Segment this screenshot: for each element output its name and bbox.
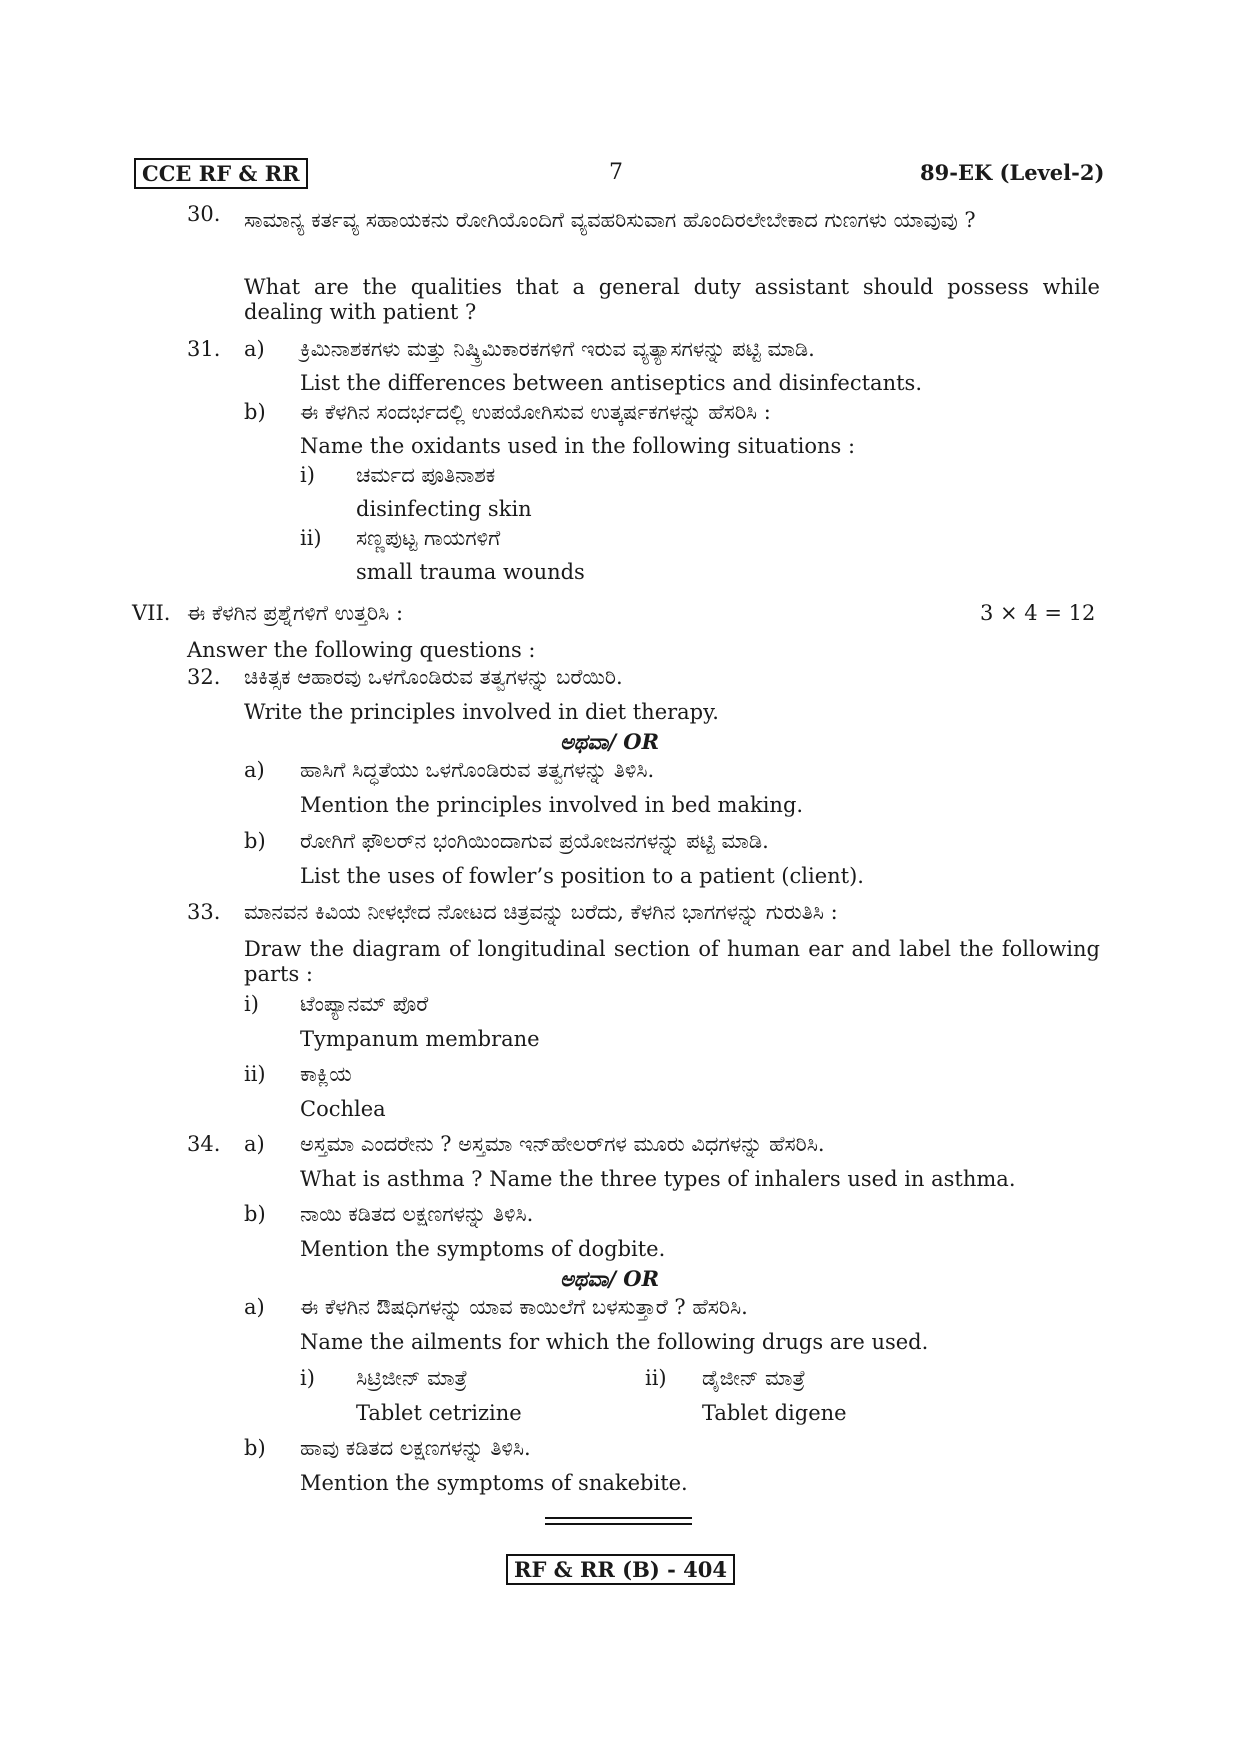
q32-a-kannada: ಹಾಸಿಗೆ ಸಿದ್ಧತೆಯು ಒಳಗೊಂಡಿರುವ ತತ್ವಗಳನ್ನು ತಿಳಿಸಿ.: [300, 758, 655, 782]
q32-kannada: ಚಿಕಿತ್ಸಕ ಆಹಾರವು ಒಳಗೊಂಡಿರುವ ತತ್ವಗಳನ್ನು ಬರೆಯಿರಿ.: [244, 665, 623, 689]
q32-number: 32.: [187, 665, 221, 689]
end-rule-bottom: [545, 1523, 692, 1525]
q34-b-kannada: ನಾಯಿ ಕಡಿತದ ಲಕ್ಷಣಗಳನ್ನು ತಿಳಿಸಿ.: [300, 1202, 534, 1226]
section-marks: 3 × 4 = 12: [980, 601, 1096, 625]
q34-b-label: b): [244, 1202, 266, 1226]
q34-a-label: a): [244, 1132, 265, 1156]
q31-i-label: i): [300, 463, 315, 487]
q34-number: 34.: [187, 1132, 221, 1156]
header-right-code: 89-EK (Level-2): [920, 160, 1105, 185]
q34-ii-label: ii): [645, 1366, 667, 1390]
q34-alt-a-kannada: ಈ ಕೆಳಗಿನ ಔಷಧಿಗಳನ್ನು ಯಾವ ಕಾಯಿಲೆಗೆ ಬಳಸುತ್ತಾರೆ ? ಹೆಸರಿಸಿ.: [300, 1295, 748, 1319]
q34-alt-a-label: a): [244, 1295, 265, 1319]
q32-a-label: a): [244, 758, 265, 782]
q31-i-english: disinfecting skin: [356, 497, 532, 521]
q33-english: Draw the diagram of longitudinal section of human ear and label the following parts :: [244, 937, 1100, 986]
end-rule-top: [545, 1517, 692, 1519]
q33-kannada: ಮಾನವನ ಕಿವಿಯ ನೀಳಛೇದ ನೋಟದ ಚಿತ್ರವನ್ನು ಬರೆದು, ಕೆಳಗಿನ ಭಾಗಗಳನ್ನು ಗುರುತಿಸಿ :: [244, 900, 838, 924]
q34-a-english: What is asthma ? Name the three types of inhalers used in asthma.: [300, 1167, 1016, 1191]
q32-or-separator: [560, 729, 659, 755]
or-kannada: ಅಥವಾ: [560, 1266, 609, 1291]
q34-ii-english: Tablet digene: [702, 1401, 847, 1425]
q30-english: What are the qualities that a general duty assistant should possess while dealing with patient ?: [244, 275, 1100, 324]
q34-alt-a-english: Name the ailments for which the following drugs are used.: [300, 1330, 929, 1354]
q34-b-english: Mention the symptoms of dogbite.: [300, 1237, 666, 1261]
q33-ii-label: ii): [244, 1062, 266, 1086]
q33-ii-kannada: ಕಾಕ್ಲಿಯ: [300, 1062, 352, 1086]
section-kannada: ಈ ಕೆಳಗಿನ ಪ್ರಶ್ನೆಗಳಿಗೆ ಉತ್ತರಿಸಿ :: [187, 601, 404, 625]
q32-b-kannada: ರೋಗಿಗೆ ಫೌಲರ್‌ನ ಭಂಗಿಯಿಂದಾಗುವ ಪ್ರಯೋಜನಗಳನ್ನು ಪಟ್ಟಿ ಮಾಡಿ.: [300, 829, 769, 853]
q34-alt-b-english: Mention the symptoms of snakebite.: [300, 1471, 688, 1495]
q31-ii-english: small trauma wounds: [356, 560, 585, 584]
q34-alt-b-kannada: ಹಾವು ಕಡಿತದ ಲಕ್ಷಣಗಳನ್ನು ತಿಳಿಸಿ.: [300, 1436, 531, 1460]
q31-ii-kannada: ಸಣ್ಣಪುಟ್ಟ ಗಾಯಗಳಿಗೆ: [356, 526, 501, 550]
or-english: / OR: [608, 729, 660, 754]
q31-b-label: b): [244, 400, 266, 424]
q30-number: 30.: [187, 202, 221, 226]
q34-i-english: Tablet cetrizine: [356, 1401, 522, 1425]
q33-i-kannada: ಟೆಂಪ್ಯಾನಮ್ ಪೊರೆ: [300, 992, 429, 1016]
q34-or-separator: [560, 1266, 659, 1292]
q31-ii-label: ii): [300, 526, 322, 550]
q32-english: Write the principles involved in diet therapy.: [244, 700, 719, 724]
section-english: Answer the following questions :: [187, 638, 536, 662]
or-english: / OR: [608, 1266, 660, 1291]
q31-b-english: Name the oxidants used in the following situations :: [300, 434, 856, 458]
q31-a-label: a): [244, 337, 265, 361]
q31-b-kannada: ಈ ಕೆಳಗಿನ ಸಂದರ್ಭದಲ್ಲಿ ಉಪಯೋಗಿಸುವ ಉತ್ಕರ್ಷಕಗಳನ್ನು ಹೆಸರಿಸಿ :: [300, 400, 771, 424]
q32-b-label: b): [244, 829, 266, 853]
footer-code: RF & RR (B) - 404: [506, 1554, 735, 1585]
q34-i-kannada: ಸಿಟ್ರಿಜೀನ್ ಮಾತ್ರೆ: [356, 1366, 468, 1390]
q33-i-label: i): [244, 992, 259, 1016]
q33-number: 33.: [187, 900, 221, 924]
q34-i-label: i): [300, 1366, 315, 1390]
header-left-code: CCE RF & RR: [134, 158, 308, 189]
q31-i-kannada: ಚರ್ಮದ ಪೂತಿನಾಶಕ: [356, 463, 496, 487]
q31-number: 31.: [187, 337, 221, 361]
section-number: VII.: [132, 601, 171, 625]
q34-alt-b-label: b): [244, 1436, 266, 1460]
q33-ii-english: Cochlea: [300, 1097, 386, 1121]
or-kannada: ಅಥವಾ: [560, 729, 609, 754]
page-number: 7: [609, 160, 623, 185]
q32-b-english: List the uses of fowler’s position to a patient (client).: [300, 864, 864, 888]
q30-kannada: ಸಾಮಾನ್ಯ ಕರ್ತವ್ಯ ಸಹಾಯಕನು ರೋಗಿಯೊಂದಿಗೆ ವ್ಯವಹರಿಸುವಾಗ ಹೊಂದಿರಲೇಬೇಕಾದ ಗುಣಗಳು ಯಾವುವು ?: [244, 208, 976, 232]
q33-i-english: Tympanum membrane: [300, 1027, 540, 1051]
q34-ii-kannada: ಡೈಜೀನ್ ಮಾತ್ರೆ: [702, 1366, 806, 1390]
q32-a-english: Mention the principles involved in bed making.: [300, 793, 804, 817]
q31-a-english: List the differences between antiseptics and disinfectants.: [300, 371, 922, 395]
q34-a-kannada: ಅಸ್ತಮಾ ಎಂದರೇನು ? ಅಸ್ತಮಾ ಇನ್‌ಹೇಲರ್‌ಗಳ ಮೂರು ವಿಧಗಳನ್ನು ಹೆಸರಿಸಿ.: [300, 1132, 825, 1156]
q31-a-kannada: ಕ್ರಿಮಿನಾಶಕಗಳು ಮತ್ತು ನಿಷ್ಕ್ರಿಮಿಕಾರಕಗಳಿಗೆ ಇರುವ ವ್ಯತ್ಯಾಸಗಳನ್ನು ಪಟ್ಟಿ ಮಾಡಿ.: [300, 337, 815, 361]
